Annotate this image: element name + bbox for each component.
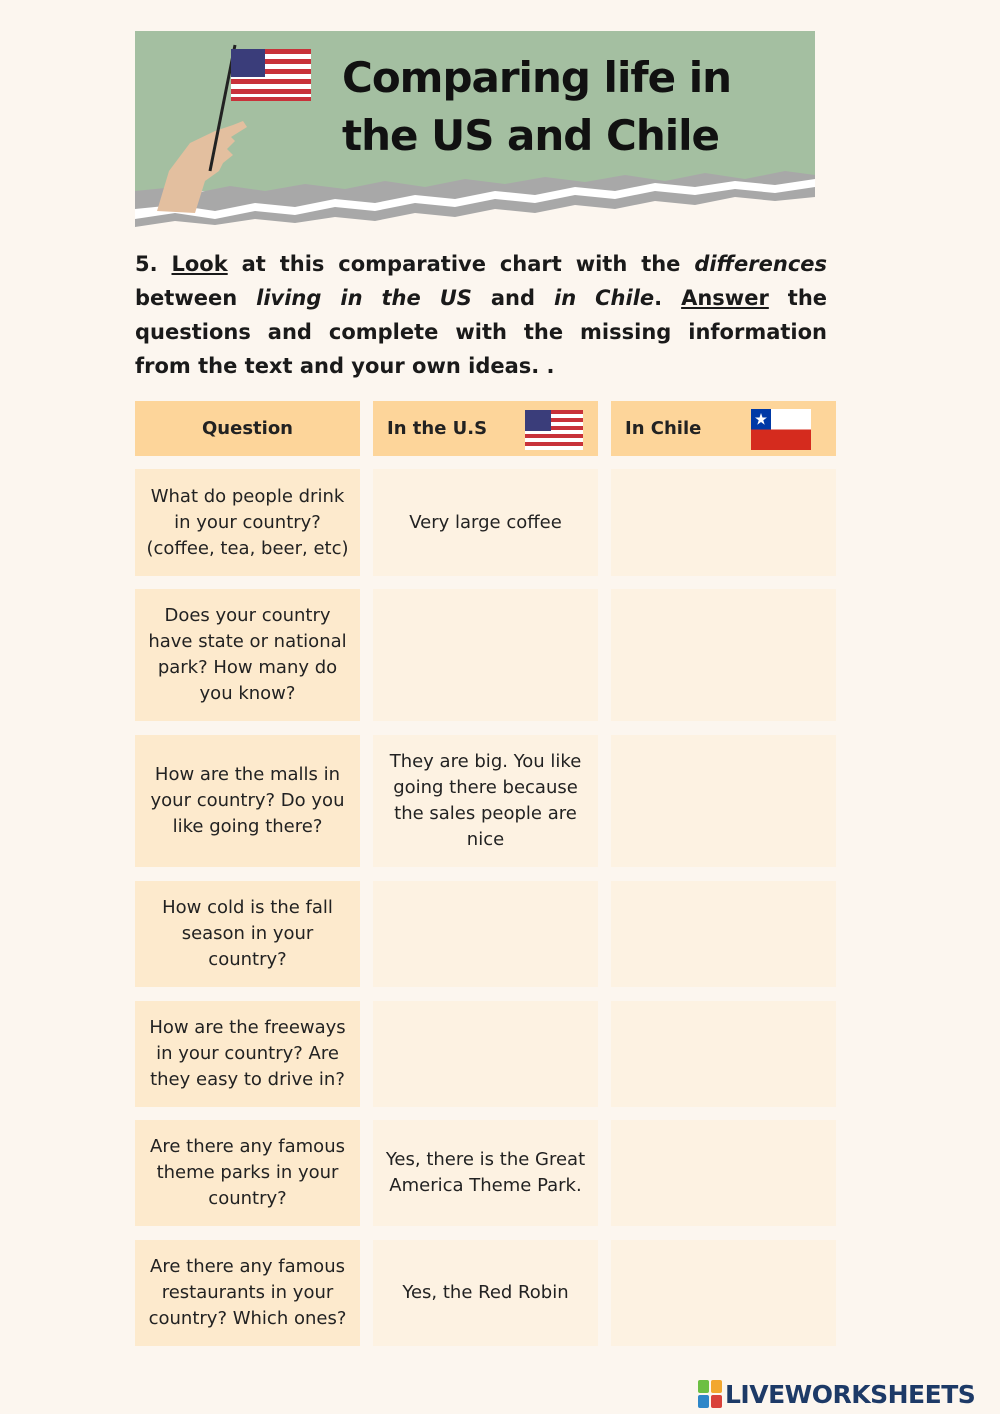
- row-1-us-answer[interactable]: Very large coffee: [373, 469, 598, 576]
- row-6-chile-answer[interactable]: [611, 1120, 836, 1226]
- liveworksheets-logo-icon: [698, 1380, 722, 1408]
- row-5-us-answer[interactable]: [373, 1001, 598, 1107]
- row-4-question: How cold is the fall season in your country?: [135, 881, 360, 987]
- title-line-2: the US and Chile: [342, 111, 719, 160]
- row-1-chile-answer[interactable]: [611, 469, 836, 576]
- us-flag-icon: [525, 410, 583, 450]
- header-us-label: In the U.S: [387, 417, 488, 439]
- row-2-chile-answer[interactable]: [611, 589, 836, 721]
- header-banner: [135, 31, 815, 231]
- row-6-us-answer[interactable]: Yes, there is the Great America Theme Park.: [373, 1120, 598, 1226]
- row-7-chile-answer[interactable]: [611, 1240, 836, 1346]
- waving-us-flag-icon: [231, 49, 311, 101]
- row-5-chile-answer[interactable]: [611, 1001, 836, 1107]
- row-7-question: Are there any famous restaurants in your country? Which ones?: [135, 1240, 360, 1346]
- row-3-question: How are the malls in your country? Do you like going there?: [135, 735, 360, 867]
- row-7-us-answer[interactable]: Yes, the Red Robin: [373, 1240, 598, 1346]
- page-title: [342, 49, 802, 165]
- instructions-text: 5. Look at this comparative chart with the differences between living in the US and in Chile. Answer the questions and complete with the missing information from the text and your own ideas. .: [135, 252, 828, 378]
- answer-keyword: Answer: [681, 286, 769, 310]
- row-3-us-answer[interactable]: They are big. You like going there because the sales people are nice: [373, 735, 598, 867]
- row-2-question: Does your country have state or national park? How many do you know?: [135, 589, 360, 721]
- title-line-1: Comparing life in: [342, 53, 732, 102]
- row-6-question: Are there any famous theme parks in your country?: [135, 1120, 360, 1226]
- header-question: Question: [135, 401, 360, 456]
- header-chile-label: In Chile: [625, 417, 702, 439]
- brand-name: LIVEWORKSHEETS: [725, 1379, 976, 1409]
- chile-flag-icon: [751, 409, 811, 450]
- row-3-chile-answer[interactable]: [611, 735, 836, 867]
- row-1-question: What do people drink in your country? (coffee, tea, beer, etc): [135, 469, 360, 576]
- row-5-question: How are the freeways in your country? Are they easy to drive in?: [135, 1001, 360, 1107]
- row-4-us-answer[interactable]: [373, 881, 598, 987]
- look-keyword: Look: [171, 252, 228, 276]
- differences-keyword: differences: [694, 252, 828, 276]
- row-2-us-answer[interactable]: [373, 589, 598, 721]
- row-4-chile-answer[interactable]: [611, 881, 836, 987]
- footer-brand[interactable]: [698, 1378, 975, 1410]
